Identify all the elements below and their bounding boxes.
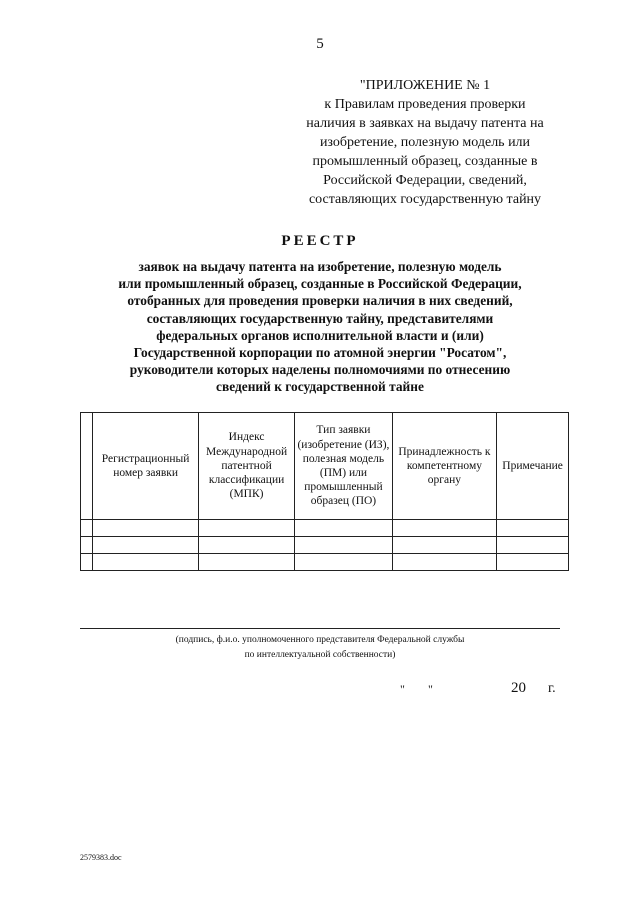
subtitle-line: составляющих государственную тайну, представителями: [146, 310, 494, 326]
signature-caption-line: (подпись, ф.и.о. уполномоченного представителя Федеральной службы: [175, 635, 465, 645]
file-name-footer: 2579383.doc: [80, 853, 122, 862]
subtitle-line: или промышленный образец, созданные в Российской Федерации,: [118, 276, 522, 292]
table-cell[interactable]: [295, 520, 392, 537]
signature-caption: [80, 633, 560, 663]
table-cell[interactable]: [198, 537, 294, 554]
table-cell[interactable]: [198, 554, 294, 571]
appendix-line: наличия в заявках на выдачу патента на: [306, 116, 544, 131]
appendix-line: промышленный образец, созданные в: [312, 154, 538, 169]
registry-table: [80, 412, 569, 571]
page-number: 5: [316, 36, 324, 52]
table-cell[interactable]: [392, 554, 497, 571]
table-cell[interactable]: [198, 520, 294, 537]
subtitle-line: федеральных органов исполнительной власти и (или): [156, 327, 484, 343]
table-cell[interactable]: [81, 520, 93, 537]
table-header-row: [81, 413, 569, 520]
appendix-heading: "ПРИЛОЖЕНИЕ № 1: [359, 78, 491, 93]
column-header-registration-number: Регистрационный номер заявки: [93, 413, 199, 520]
table-row: [81, 554, 569, 571]
table-row: [81, 537, 569, 554]
date-year-suffix: г.: [548, 681, 556, 696]
table-cell[interactable]: [392, 520, 497, 537]
appendix-header: [280, 76, 570, 209]
document-title: РЕЕСТР: [281, 233, 359, 249]
date-year-prefix: 20: [511, 680, 526, 696]
appendix-line: Российской Федерации, сведений,: [323, 173, 527, 188]
table-cell[interactable]: [93, 520, 199, 537]
table-cell[interactable]: [81, 537, 93, 554]
table-cell[interactable]: [93, 537, 199, 554]
column-header-application-type: Тип заявки (изобретение (ИЗ), полезная модель (ПМ) или промышленный образец (ПО): [295, 413, 392, 520]
table-cell[interactable]: [497, 537, 569, 554]
date-quote-close: ": [428, 682, 433, 696]
column-header-note: Примечание: [497, 413, 569, 520]
appendix-line: к Правилам проведения проверки: [324, 97, 526, 112]
table-row: [81, 520, 569, 537]
subtitle-line: руководители которых наделены полномочиями по отнесению: [129, 362, 511, 378]
signature-line: [80, 628, 560, 629]
table-cell[interactable]: [497, 520, 569, 537]
table-cell[interactable]: [295, 554, 392, 571]
subtitle-line: заявок на выдачу патента на изобретение, полезную модель: [138, 259, 502, 274]
table-cell[interactable]: [93, 554, 199, 571]
column-header-index: [81, 413, 93, 520]
table-cell[interactable]: [295, 537, 392, 554]
column-header-competent-authority: Принадлежность к компетентному органу: [392, 413, 497, 520]
table-cell[interactable]: [81, 554, 93, 571]
column-header-ipc-index: Индекс Международной патентной классификации (МПК): [198, 413, 294, 520]
signature-caption-line: по интеллектуальной собственности): [244, 650, 396, 660]
subtitle-line: Государственной корпорации по атомной энергии "Росатом",: [133, 345, 507, 361]
document-subtitle: [80, 258, 560, 396]
subtitle-line: отобранных для проведения проверки наличия в них сведений,: [127, 293, 513, 309]
appendix-line: изобретение, полезную модель или: [319, 135, 531, 150]
subtitle-line: сведений к государственной тайне: [216, 379, 424, 395]
table-cell[interactable]: [392, 537, 497, 554]
table-cell[interactable]: [497, 554, 569, 571]
date-quote-open: ": [400, 682, 405, 696]
appendix-line: составляющих государственную тайну: [308, 192, 542, 207]
